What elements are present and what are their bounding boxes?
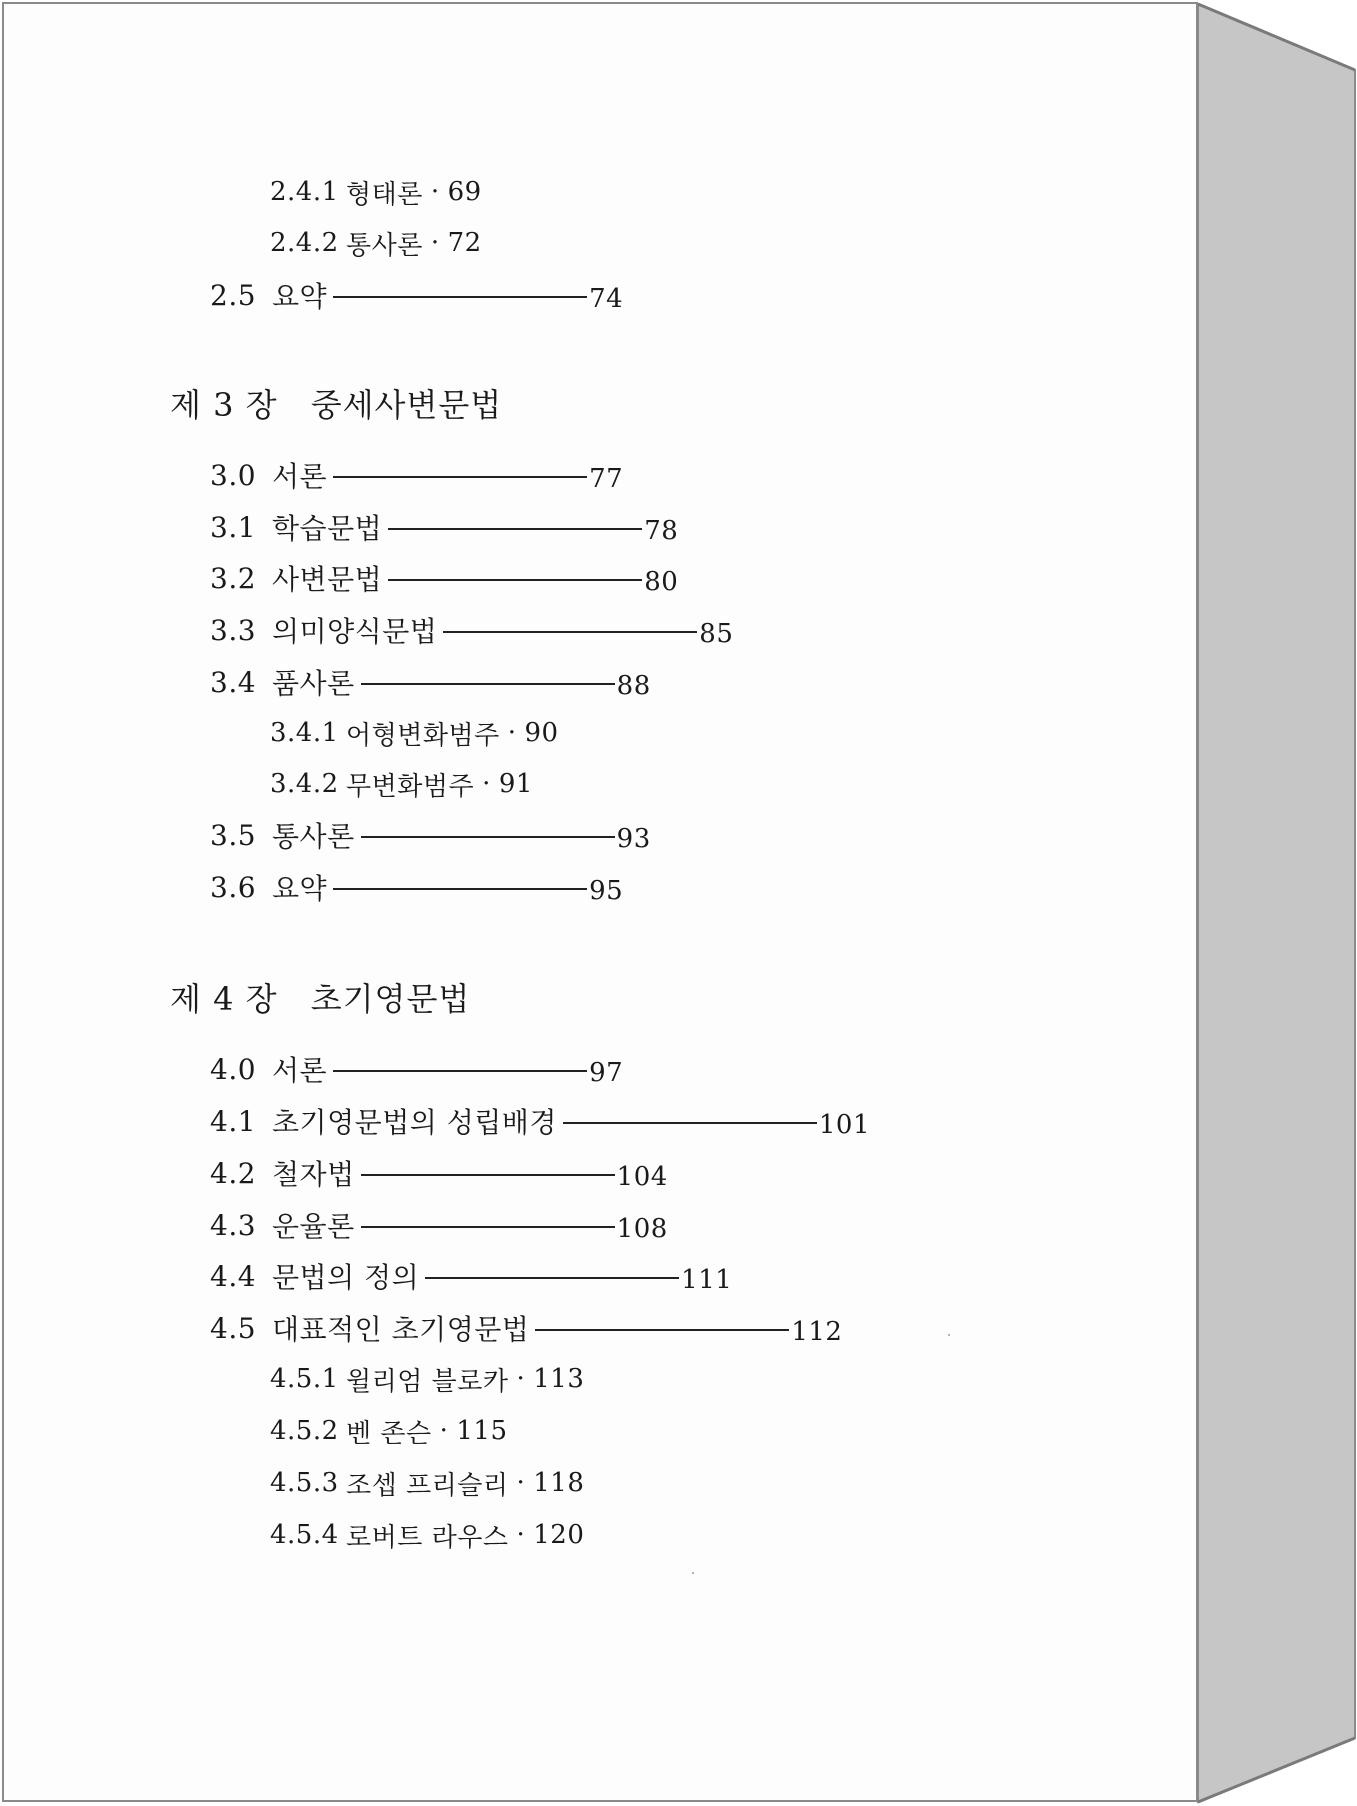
paper-speck xyxy=(692,1572,694,1574)
section-title: 어형변화범주 xyxy=(346,720,500,751)
section-number: 4.5 xyxy=(210,1311,257,1345)
section-number: 3.3 xyxy=(210,613,257,647)
section-title: 요약 xyxy=(272,280,328,313)
section-title: 통사론 xyxy=(272,820,355,853)
toc-entry-3-3[interactable] xyxy=(210,610,733,650)
toc-entry-3-1[interactable] xyxy=(210,507,678,547)
section-title: 서론 xyxy=(272,460,328,493)
page-number: 77 xyxy=(589,464,624,494)
section-number: 4.5.1 xyxy=(270,1364,339,1394)
dot-leader xyxy=(361,1174,615,1176)
dot-leader xyxy=(388,528,642,530)
chapter-label: 제 4 장 xyxy=(170,980,278,1018)
toc-entry-4-0[interactable] xyxy=(210,1049,623,1089)
separator-dot: · xyxy=(516,1364,526,1394)
dot-leader xyxy=(425,1277,679,1279)
section-title: 운율론 xyxy=(272,1210,355,1243)
toc-entry-2-4-2[interactable] xyxy=(270,223,482,263)
section-number: 4.1 xyxy=(210,1104,257,1138)
toc-entry-3-6[interactable] xyxy=(210,867,623,907)
section-title: 문법의 정의 xyxy=(272,1261,420,1294)
dot-leader xyxy=(388,579,642,581)
section-title: 학습문법 xyxy=(272,512,383,545)
section-number: 2.4.2 xyxy=(270,228,339,258)
toc-entry-4-5[interactable] xyxy=(210,1308,842,1348)
section-title: 서론 xyxy=(272,1054,328,1087)
page-number: 111 xyxy=(681,1265,733,1295)
section-title: 형태론 xyxy=(346,179,423,210)
chapter-3-heading[interactable] xyxy=(170,380,502,426)
dot-leader xyxy=(361,836,615,838)
chapter-title: 초기영문법 xyxy=(310,980,471,1018)
section-number: 4.5.3 xyxy=(270,1468,339,1498)
toc-entry-3-2[interactable] xyxy=(210,558,678,598)
toc-entry-3-4[interactable] xyxy=(210,662,651,702)
section-title: 의미양식문법 xyxy=(272,615,438,648)
dot-leader xyxy=(333,1070,587,1072)
page-number: 74 xyxy=(589,284,624,314)
section-title: 대표적인 초기영문법 xyxy=(272,1313,530,1346)
section-number: 4.3 xyxy=(210,1208,257,1242)
page-number: 115 xyxy=(456,1416,508,1446)
page-number: 78 xyxy=(644,516,679,546)
section-number: 2.4.1 xyxy=(270,177,339,207)
toc-entry-4-3[interactable] xyxy=(210,1205,668,1245)
section-title: 품사론 xyxy=(272,667,355,700)
page-number: 108 xyxy=(616,1214,668,1244)
page-number: 104 xyxy=(616,1162,668,1192)
dot-leader xyxy=(361,1226,615,1228)
section-number: 4.4 xyxy=(210,1259,257,1293)
toc-entry-2-4-1[interactable] xyxy=(270,172,482,212)
section-title: 철자법 xyxy=(272,1158,355,1191)
page-number: 118 xyxy=(533,1468,585,1498)
page-number: 90 xyxy=(524,718,559,748)
dot-leader xyxy=(333,888,587,890)
chapter-title: 중세사변문법 xyxy=(310,386,503,424)
section-number: 2.5 xyxy=(210,278,257,312)
section-number: 3.1 xyxy=(210,510,257,544)
page-number: 113 xyxy=(533,1364,585,1394)
section-title: 윌리엄 블로카 xyxy=(346,1366,509,1397)
toc-entry-3-4-2[interactable] xyxy=(270,764,533,804)
section-title: 조셉 프리슬리 xyxy=(346,1470,509,1501)
page-number: 112 xyxy=(791,1317,843,1347)
section-number: 3.4.2 xyxy=(270,769,339,799)
toc-entry-3-0[interactable] xyxy=(210,455,623,495)
toc-entry-4-5-2[interactable] xyxy=(270,1411,508,1451)
section-number: 3.5 xyxy=(210,818,257,852)
section-number: 3.2 xyxy=(210,561,257,595)
separator-dot: · xyxy=(482,769,491,799)
chapter-4-heading[interactable] xyxy=(170,974,470,1020)
chapter-label: 제 3 장 xyxy=(170,386,278,424)
page-number: 120 xyxy=(533,1520,585,1550)
page-number: 85 xyxy=(699,619,734,649)
section-title: 사변문법 xyxy=(272,563,383,596)
section-number: 4.5.2 xyxy=(270,1416,339,1446)
section-number: 3.0 xyxy=(210,458,257,492)
page-number: 80 xyxy=(644,567,679,597)
page-number: 101 xyxy=(818,1110,871,1140)
page-number: 97 xyxy=(589,1058,624,1088)
toc-entry-2-5[interactable] xyxy=(210,275,623,315)
section-number: 3.6 xyxy=(210,870,257,904)
separator-dot: · xyxy=(430,228,440,258)
toc-entry-4-4[interactable] xyxy=(210,1256,732,1296)
toc-entry-4-5-3[interactable] xyxy=(270,1463,584,1503)
toc-entry-3-4-1[interactable] xyxy=(270,713,559,753)
dot-leader xyxy=(333,296,587,298)
dot-leader xyxy=(361,683,615,685)
section-number: 3.4 xyxy=(210,665,257,699)
separator-dot: · xyxy=(516,1468,526,1498)
separator-dot: · xyxy=(516,1520,526,1550)
section-title: 벤 존슨 xyxy=(346,1418,432,1449)
section-number: 3.4.1 xyxy=(270,718,339,748)
page-number: 88 xyxy=(616,671,651,701)
section-number: 4.5.4 xyxy=(270,1520,339,1550)
page-number: 93 xyxy=(616,824,651,854)
page-number: 69 xyxy=(447,177,482,207)
separator-dot: · xyxy=(430,177,440,207)
toc-entry-4-1[interactable] xyxy=(210,1101,870,1141)
section-title: 요약 xyxy=(272,872,328,905)
page-number: 95 xyxy=(589,876,624,906)
toc-entry-4-2[interactable] xyxy=(210,1153,668,1193)
section-number: 4.0 xyxy=(210,1052,257,1086)
dot-leader xyxy=(333,476,587,478)
toc-entry-3-5[interactable] xyxy=(210,815,651,855)
separator-dot: · xyxy=(439,1416,449,1446)
section-title: 통사론 xyxy=(346,230,423,261)
page-number: 72 xyxy=(447,228,482,258)
section-title: 무변화범주 xyxy=(346,771,475,802)
dot-leader xyxy=(443,631,697,633)
dot-leader xyxy=(535,1329,789,1331)
section-title: 로버트 라우스 xyxy=(346,1522,509,1553)
dot-leader xyxy=(563,1122,817,1124)
toc-entry-4-5-4[interactable] xyxy=(270,1515,584,1555)
toc-entry-4-5-1[interactable] xyxy=(270,1359,584,1399)
section-number: 4.2 xyxy=(210,1156,257,1190)
paper-speck xyxy=(948,1334,950,1336)
section-title: 초기영문법의 성립배경 xyxy=(272,1106,557,1139)
separator-dot: · xyxy=(507,718,517,748)
page-number: 91 xyxy=(498,769,533,799)
